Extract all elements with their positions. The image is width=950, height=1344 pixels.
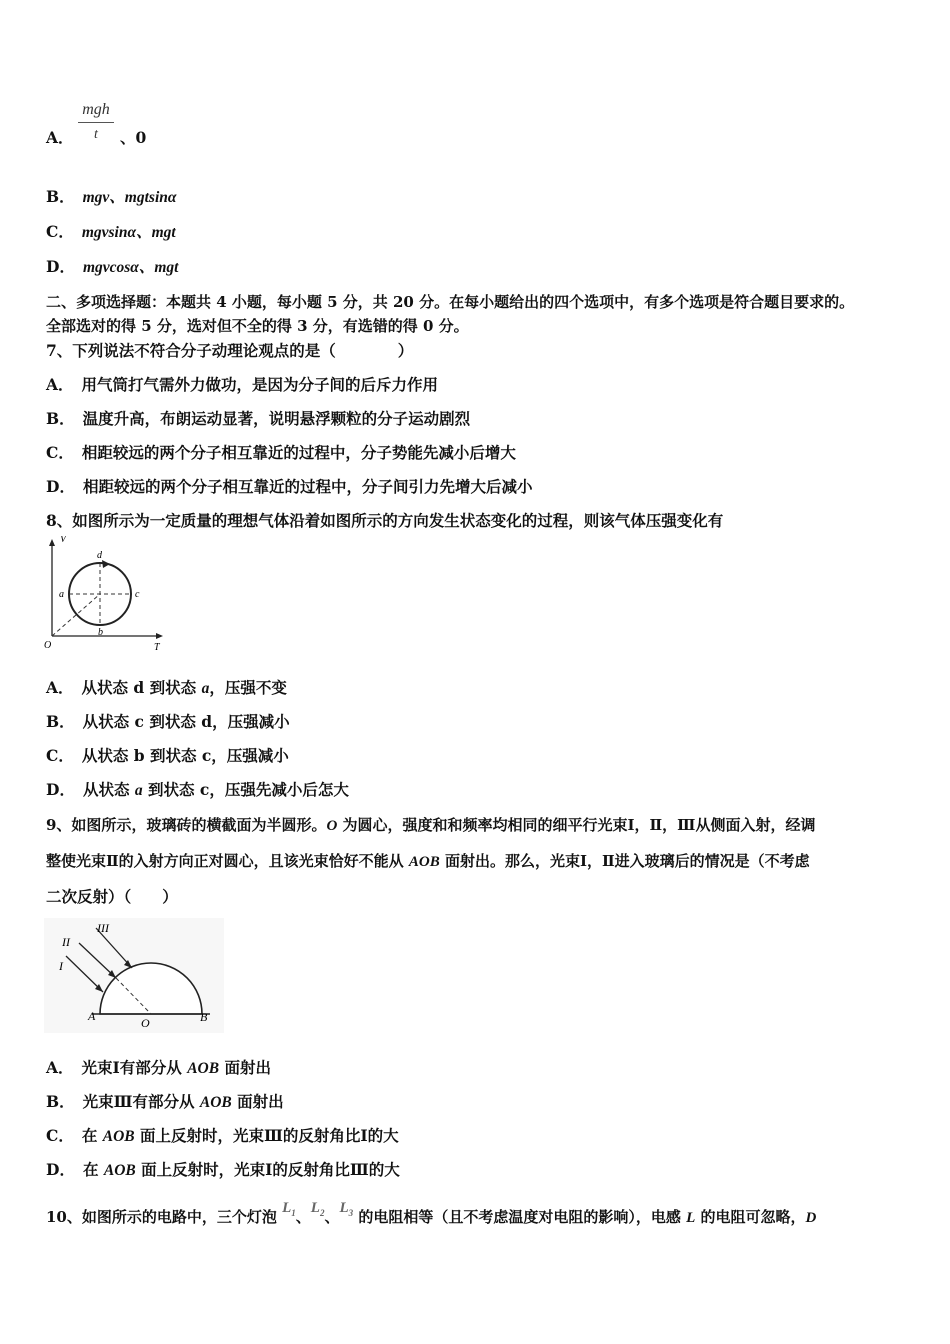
option-label: D． xyxy=(46,257,75,276)
option-text: mgvcosα、mgt xyxy=(82,259,179,276)
q8-option-c: C． 从状态 b 到状态 c，压强减小 xyxy=(46,746,289,765)
q7-option-c: C． 相距较远的两个分子相互靠近的过程中，分子势能先减小后增大 xyxy=(46,443,516,462)
q9-stem-line1: 9、如图所示，玻璃砖的横截面为半圆形。O 为圆心，强度和和频率均相同的细平行光束Ⅰ，Ⅱ，Ⅲ从侧面入射，经调 xyxy=(46,816,816,834)
t-axis-arrow xyxy=(156,633,163,639)
label-t: T xyxy=(154,642,160,653)
direction-arrow xyxy=(102,560,110,568)
label-ray-2: II xyxy=(62,935,70,949)
q7-option-a: A． 用气筒打气需外力做功，是因为分子间的后斥力作用 xyxy=(46,375,439,394)
q9-option-d: D． 在 AOB 面上反射时，光束Ⅰ的反射角比Ⅲ的大 xyxy=(46,1160,400,1179)
fraction-numerator: mgh xyxy=(82,101,110,118)
option-text: mgvsinα、mgt xyxy=(81,224,176,241)
label-a: a xyxy=(59,589,64,600)
label-c: c xyxy=(135,589,140,600)
fraction-denominator: t xyxy=(94,127,98,142)
q9-stem-line2: 整使光束Ⅱ的入射方向正对圆心，且该光束恰好不能从 AOB 面射出。那么，光束Ⅰ，Ⅱ进入玻璃后的情况是（不考虑 xyxy=(46,852,810,870)
dash-origin-line xyxy=(52,594,100,636)
option-label: B． xyxy=(46,187,75,206)
q6-option-d xyxy=(46,257,179,278)
vt-diagram xyxy=(40,536,170,656)
q7-option-d: D． 相距较远的两个分子相互靠近的过程中，分子间引力先增大后减小 xyxy=(46,477,533,496)
lamp-l1: $L_1$ xyxy=(282,1200,296,1218)
option-label: A． xyxy=(46,128,74,147)
label-ray-1: I xyxy=(59,959,63,973)
v-axis-arrow xyxy=(49,539,55,546)
label-a: A xyxy=(88,1009,96,1023)
section-2-heading: 二、多项选择题：本题共 4 小题，每小题 5 分，共 20 分。在每小题给出的四个选项中，有多个选项是符合题目要求的。 xyxy=(46,293,855,311)
section-2-heading-cont: 全部选对的得 5 分，选对但不全的得 3 分，有选错的得 0 分。 xyxy=(46,317,469,335)
q9-stem-line3: 二次反射）（ ） xyxy=(46,887,178,906)
option-text: mgv、mgtsinα xyxy=(82,189,177,206)
label-b: b xyxy=(98,627,103,638)
q7-option-b: B． 温度升高，布朗运动显著，说明悬浮颗粒的分子运动剧烈 xyxy=(46,409,471,428)
label-ray-3: III xyxy=(97,921,109,935)
q8-option-b: B． 从状态 c 到状态 d，压强减小 xyxy=(46,712,290,731)
lamp-l3: $L_3$ xyxy=(339,1200,354,1218)
semicircle-diagram xyxy=(44,918,224,1033)
q6-option-a xyxy=(46,128,74,148)
q9-option-c: C． 在 AOB 面上反射时，光束Ⅲ的反射角比Ⅰ的大 xyxy=(46,1126,399,1145)
q7-stem: 7、下列说法不符合分子动理论观点的是（ ） xyxy=(46,341,414,360)
option-label: C． xyxy=(46,222,74,241)
q8-option-a: A． 从状态 d 到状态 a，压强不变 xyxy=(46,678,287,697)
label-o: O xyxy=(141,1016,150,1030)
fraction-mgh-over-t xyxy=(78,100,114,145)
fraction-bar xyxy=(78,122,114,123)
label-o: O xyxy=(44,640,52,651)
q6-option-c xyxy=(46,222,176,243)
lamp-l2: $L_2$ xyxy=(310,1200,325,1218)
label-d: d xyxy=(97,550,102,561)
q6-option-b xyxy=(46,187,176,208)
q9-option-b: B． 光束Ⅲ有部分从 AOB 面射出 xyxy=(46,1092,284,1111)
q6-option-a-tail: 、0 xyxy=(120,128,147,147)
q8-option-d: D． 从状态 a 到状态 c，压强先减小后怎大 xyxy=(46,780,349,799)
q8-stem: 8、如图所示为一定质量的理想气体沿着如图所示的方向发生状态变化的过程，则该气体压强变化有 xyxy=(46,511,724,530)
q9-option-a: A． 光束Ⅰ有部分从 AOB 面射出 xyxy=(46,1058,271,1077)
label-v: V xyxy=(60,536,67,545)
label-b: B xyxy=(200,1010,208,1024)
q10-stem: 10、如图所示的电路中，三个灯泡 $L_1$、$L_2$、$L_3$ 的电阻相等（且不考虑温度对电阻的影响），电感 L 的电阻可忽略，D xyxy=(46,1200,817,1226)
